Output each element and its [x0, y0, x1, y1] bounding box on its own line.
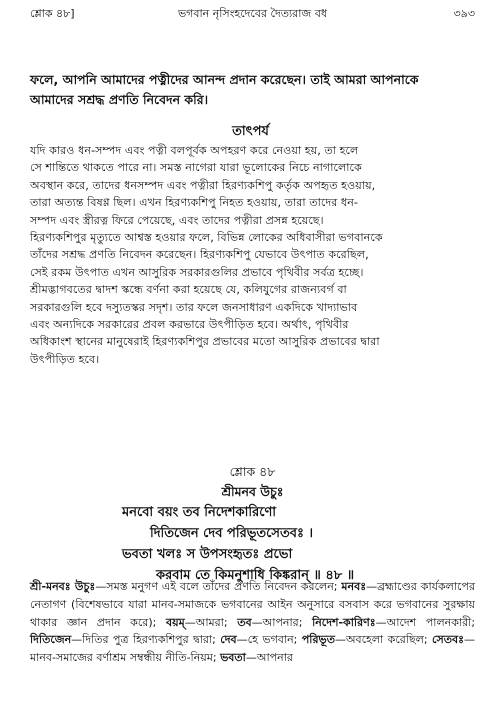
synonym-term: ভবতা — [220, 651, 246, 665]
synonym-meaning: —দিতির পুত্র হিরণ্যকশিপুর দ্বারা; — [71, 633, 216, 647]
synonym-meaning: —সমস্ত মনুগণ এই বলে তাঁদের প্রণতি নিবেদন করলেন; — [95, 580, 338, 593]
synonym-term: শ্রী-মনবঃ উচুঃ — [30, 580, 96, 593]
synonym-term: দেব — [220, 633, 237, 647]
purport-line: সেই রকম উৎপাত এখন আসুরিক সরকারগুলির প্রভাবে পৃথিবীর সর্বত্র হচ্ছে। — [30, 265, 364, 279]
translation-line: ফলে, আপনি আমাদের পত্নীদের আনন্দ প্রদান করেছেন। তাই আমরা আপনাকে — [30, 72, 419, 87]
synonym-term: দিতিজেন — [30, 633, 72, 647]
synonym-term: বয়ম্ — [165, 615, 185, 629]
chapter-title: ভগবান নৃসিংহদেবের দৈত্যরাজ বধ — [177, 6, 328, 20]
purport-text — [30, 142, 475, 368]
verse-reference: শ্লোক ৪৮] — [30, 6, 75, 20]
verse-line: ভবতা খলঃ স উপসংহৃতঃ প্রভো — [122, 547, 293, 562]
verse-speaker: শ্রীমনব উচুঃ — [221, 484, 284, 499]
synonym-meaning: —মানব-সমাজের বর্ণাশ্রম সম্বন্ধীয় নীতি-নিয়ম; — [30, 633, 475, 665]
synonym-term: মনবঃ — [341, 580, 367, 593]
synonym-meaning: —আপনার — [245, 651, 293, 665]
synonym-term: নিদেশ-কারিণঃ — [312, 615, 376, 629]
purport-line: অধিকাংশ স্থানের মানুষেরাই হিরণ্যকশিপুর প্রভাবের মতো আসুরিক প্রভাবের দ্বারা — [30, 335, 380, 349]
synonym-term: সেতবঃ — [432, 633, 464, 647]
purport-line: সম্পদ এবং স্ত্রীরত্ন ফিরে পেয়েছে, এবং তাদের পত্নীরা প্রসন্ন হয়েছে। — [30, 213, 324, 227]
synonym-meaning: —ব্রহ্মাণ্ডের কার্যকলাপের নেতাগণ (বিশেষভাবে যারা মানব-সমাজকে ভগবানের আইন অনুসারে বসবাস করে ভগবানের সুরক্ষায় থাকার জ্ঞান প্রদান করে); — [30, 580, 475, 629]
synonym-term: পরিভূত — [301, 633, 335, 647]
verse-label: শ্লোক ৪৮ — [229, 464, 276, 479]
translation-line: আমাদের সশ্রদ্ধ প্রণতি নিবেদন করি। — [30, 92, 209, 107]
synonym-meaning: —হে ভগবান; — [236, 633, 298, 647]
page-header — [30, 6, 475, 22]
verse-line: দিতিজেন দেব পরিভূতসেতবঃ । — [150, 526, 314, 541]
purport-line: তাঁদের সশ্রদ্ধ প্রণতি নিবেদন করেছেন। হিরণ্যকশিপু যেভাবে উৎপাত করেছিল, — [30, 248, 369, 262]
word-for-word-synonyms — [30, 578, 475, 667]
purport-line: উৎপীড়িত হবে। — [30, 352, 100, 366]
purport-line: হিরণ্যকশিপুর মৃত্যুতে আশ্বস্ত হওয়ার ফলে, বিভিন্ন লোকের অধিবাসীরা ভগবানকে — [30, 231, 383, 245]
synonym-term: তব — [237, 615, 252, 629]
verse-line: করবাম তে কিমনুশাধি কিঙ্করান্ ॥ ৪৮ ॥ — [156, 568, 355, 583]
purport-heading: তাৎপর্য — [232, 124, 269, 139]
purport-line: সরকারগুলি হবে দস্যুতস্কর সদৃশ। তার ফলে জনসাধারণ একদিকে খাদ্যাভাব — [30, 300, 358, 314]
synonym-meaning: —আপনার; — [251, 615, 303, 629]
purport-line: এবং অন্যদিকে সরকারের প্রবল করভারে উৎপীড়িত হবে। অর্থাৎ, পৃথিবীর — [30, 318, 349, 332]
purport-line: শ্রীমদ্ভাগবতের দ্বাদশ স্কন্ধে বর্ণনা করা হয়েছে যে, কলিযুগের রাজন্যবর্গ বা — [30, 283, 347, 297]
synonyms-paragraph — [30, 578, 475, 667]
synonym-meaning: —আদেশ পালনকারী; — [375, 615, 476, 629]
synonym-meaning: —আমরা; — [184, 615, 228, 629]
verse-line: মনবো বয়ং তব নিদেশকারিণো — [122, 505, 277, 520]
sanskrit-verse — [30, 462, 475, 586]
synonym-meaning: —অবহেলা করেছিল; — [334, 633, 428, 647]
purport-line: অবস্থান করে, তাদের ধনসম্পদ এবং পত্নীরা হিরণ্যকশিপু কর্তৃক অপহৃত হওয়ায়, — [30, 178, 376, 192]
page-number: ৩৯৩ — [453, 6, 475, 20]
purport-line: সে শান্তিতে থাকতে পারে না। সমস্ত নাগেরা যারা ভূলোকের নিচে নাগালোকে — [30, 161, 362, 175]
purport-line: যদি কারও ধন-সম্পদ এবং পত্নী বলপূর্বক অপহরণ করে নেওয়া হয়, তা হলে — [30, 144, 359, 157]
purport-line: তারা অত্যন্ত বিষণ্ণ ছিল। এখন হিরণ্যকশিপু নিহত হওয়ায়, তারা তাদের ধন- — [30, 196, 358, 210]
translation-ending — [30, 70, 475, 110]
